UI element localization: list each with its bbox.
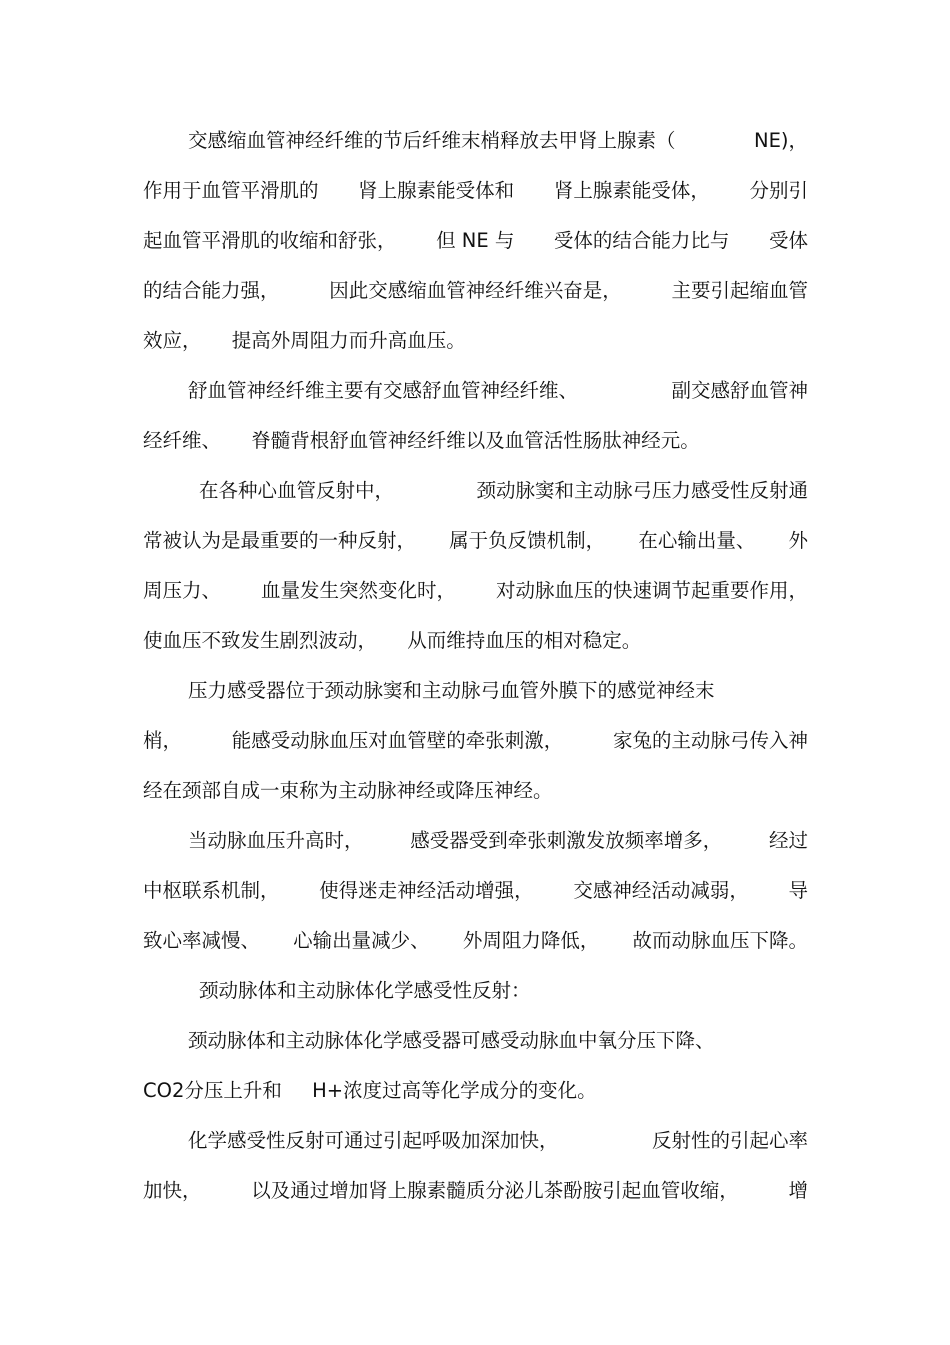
text-segment: 受体 bbox=[768, 229, 808, 252]
text-line bbox=[143, 876, 808, 906]
text-segment: 以及通过增加肾上腺素髓质分泌儿茶酚胺引起血管收缩， bbox=[251, 1179, 739, 1202]
text-segment: 经纤维、 bbox=[143, 429, 222, 452]
text-line bbox=[143, 626, 808, 656]
text-line bbox=[143, 726, 808, 756]
text-line bbox=[188, 1026, 808, 1056]
text-line bbox=[143, 926, 808, 956]
text-segment: 导 bbox=[788, 879, 808, 902]
text-segment: H+浓度过高等化学成分的变化。 bbox=[312, 1079, 597, 1102]
text-line bbox=[143, 176, 808, 206]
text-line bbox=[188, 376, 808, 406]
text-segment: 但 NE 与 bbox=[436, 229, 515, 252]
text-segment: 常被认为是最重要的一种反射， bbox=[143, 529, 417, 552]
text-segment: 属于负反馈机制， bbox=[449, 529, 606, 552]
text-segment: 致心率减慢、 bbox=[143, 929, 261, 952]
text-segment: 外周阻力降低， bbox=[462, 929, 600, 952]
text-segment: 因此交感缩血管神经纤维兴奋是， bbox=[329, 279, 622, 302]
text-segment: 从而维持血压的相对稳定。 bbox=[407, 629, 642, 652]
text-segment: 在心输出量、 bbox=[638, 529, 756, 552]
text-segment: 副交感舒血管神 bbox=[671, 379, 808, 402]
text-segment: 增 bbox=[788, 1179, 808, 1202]
text-line bbox=[143, 276, 808, 306]
text-segment: 感受器受到牵张刺激发放频率增多， bbox=[410, 829, 723, 852]
text-line bbox=[188, 826, 808, 856]
text-line bbox=[143, 526, 808, 556]
text-line bbox=[199, 476, 808, 506]
text-segment: 心输出量减少、 bbox=[293, 929, 430, 952]
text-line bbox=[188, 126, 808, 156]
text-segment: 梢， bbox=[143, 729, 183, 752]
text-segment: 中枢联系机制， bbox=[143, 879, 280, 902]
text-segment: 脊髓背根舒血管神经纤维以及血管活性肠肽神经元。 bbox=[251, 429, 700, 452]
text-segment: 受体的结合能力比与 bbox=[553, 229, 730, 252]
text-segment: 肾上腺素能受体， bbox=[553, 179, 710, 202]
text-segment: 的结合能力强， bbox=[143, 279, 280, 302]
text-segment: 使血压不致发生剧烈波动， bbox=[143, 629, 378, 652]
text-segment: 舒血管神经纤维主要有交感舒血管神经纤维、 bbox=[188, 379, 579, 402]
text-segment: 交感神经活动减弱， bbox=[573, 879, 749, 902]
text-segment: 外 bbox=[788, 529, 808, 552]
text-segment: CO2分压上升和 bbox=[143, 1079, 282, 1102]
text-line bbox=[188, 676, 808, 706]
text-line bbox=[143, 1076, 808, 1106]
text-segment: 能感受动脉血压对血管壁的牵张刺激， bbox=[231, 729, 564, 752]
text-segment: 肾上腺素能受体和 bbox=[358, 179, 515, 202]
text-segment: 压力感受器位于颈动脉窦和主动脉弓血管外膜下的感觉神经末 bbox=[188, 679, 715, 702]
text-segment: NE)， bbox=[753, 129, 808, 152]
text-segment: 对动脉血压的快速调节起重要作用， bbox=[495, 579, 808, 602]
text-segment: 分别引 bbox=[749, 179, 808, 202]
text-segment: 使得迷走神经活动增强， bbox=[319, 879, 534, 902]
text-segment: 加快， bbox=[143, 1179, 202, 1202]
text-segment: 经过 bbox=[768, 829, 808, 852]
text-segment: 效应， bbox=[143, 329, 202, 352]
text-segment: 故而动脉血压下降。 bbox=[632, 929, 808, 952]
text-line bbox=[143, 326, 808, 356]
text-segment: 家兔的主动脉弓传入神 bbox=[612, 729, 808, 752]
text-line bbox=[199, 976, 808, 1006]
text-segment: 颈动脉窦和主动脉弓压力感受性反射通 bbox=[476, 479, 808, 502]
text-segment: 经在颈部自成一束称为主动脉神经或降压神经。 bbox=[143, 779, 553, 802]
text-segment: 在各种心血管反射中， bbox=[199, 479, 395, 502]
text-segment: 作用于血管平滑肌的 bbox=[143, 179, 319, 202]
text-segment: 交感缩血管神经纤维的节后纤维末梢释放去甲肾上腺素（ bbox=[188, 129, 676, 152]
text-line bbox=[143, 776, 808, 806]
text-segment: 颈动脉体和主动脉体化学感受器可感受动脉血中氧分压下降、 bbox=[188, 1029, 715, 1052]
text-line bbox=[143, 426, 808, 456]
text-segment: 起血管平滑肌的收缩和舒张， bbox=[143, 229, 397, 252]
text-segment: 周压力、 bbox=[143, 579, 222, 602]
text-segment: 颈动脉体和主动脉体化学感受性反射： bbox=[199, 979, 531, 1002]
text-line bbox=[143, 576, 808, 606]
text-segment: 提高外周阻力而升高血压。 bbox=[231, 329, 466, 352]
text-segment: 反射性的引起心率 bbox=[651, 1129, 808, 1152]
text-line bbox=[143, 226, 808, 256]
text-segment: 血量发生突然变化时， bbox=[260, 579, 456, 602]
text-segment: 当动脉血压升高时， bbox=[188, 829, 364, 852]
text-segment: 主要引起缩血管 bbox=[671, 279, 808, 302]
text-line bbox=[188, 1126, 808, 1156]
text-line bbox=[143, 1176, 808, 1206]
text-segment: 化学感受性反射可通过引起呼吸加深加快， bbox=[188, 1129, 559, 1152]
